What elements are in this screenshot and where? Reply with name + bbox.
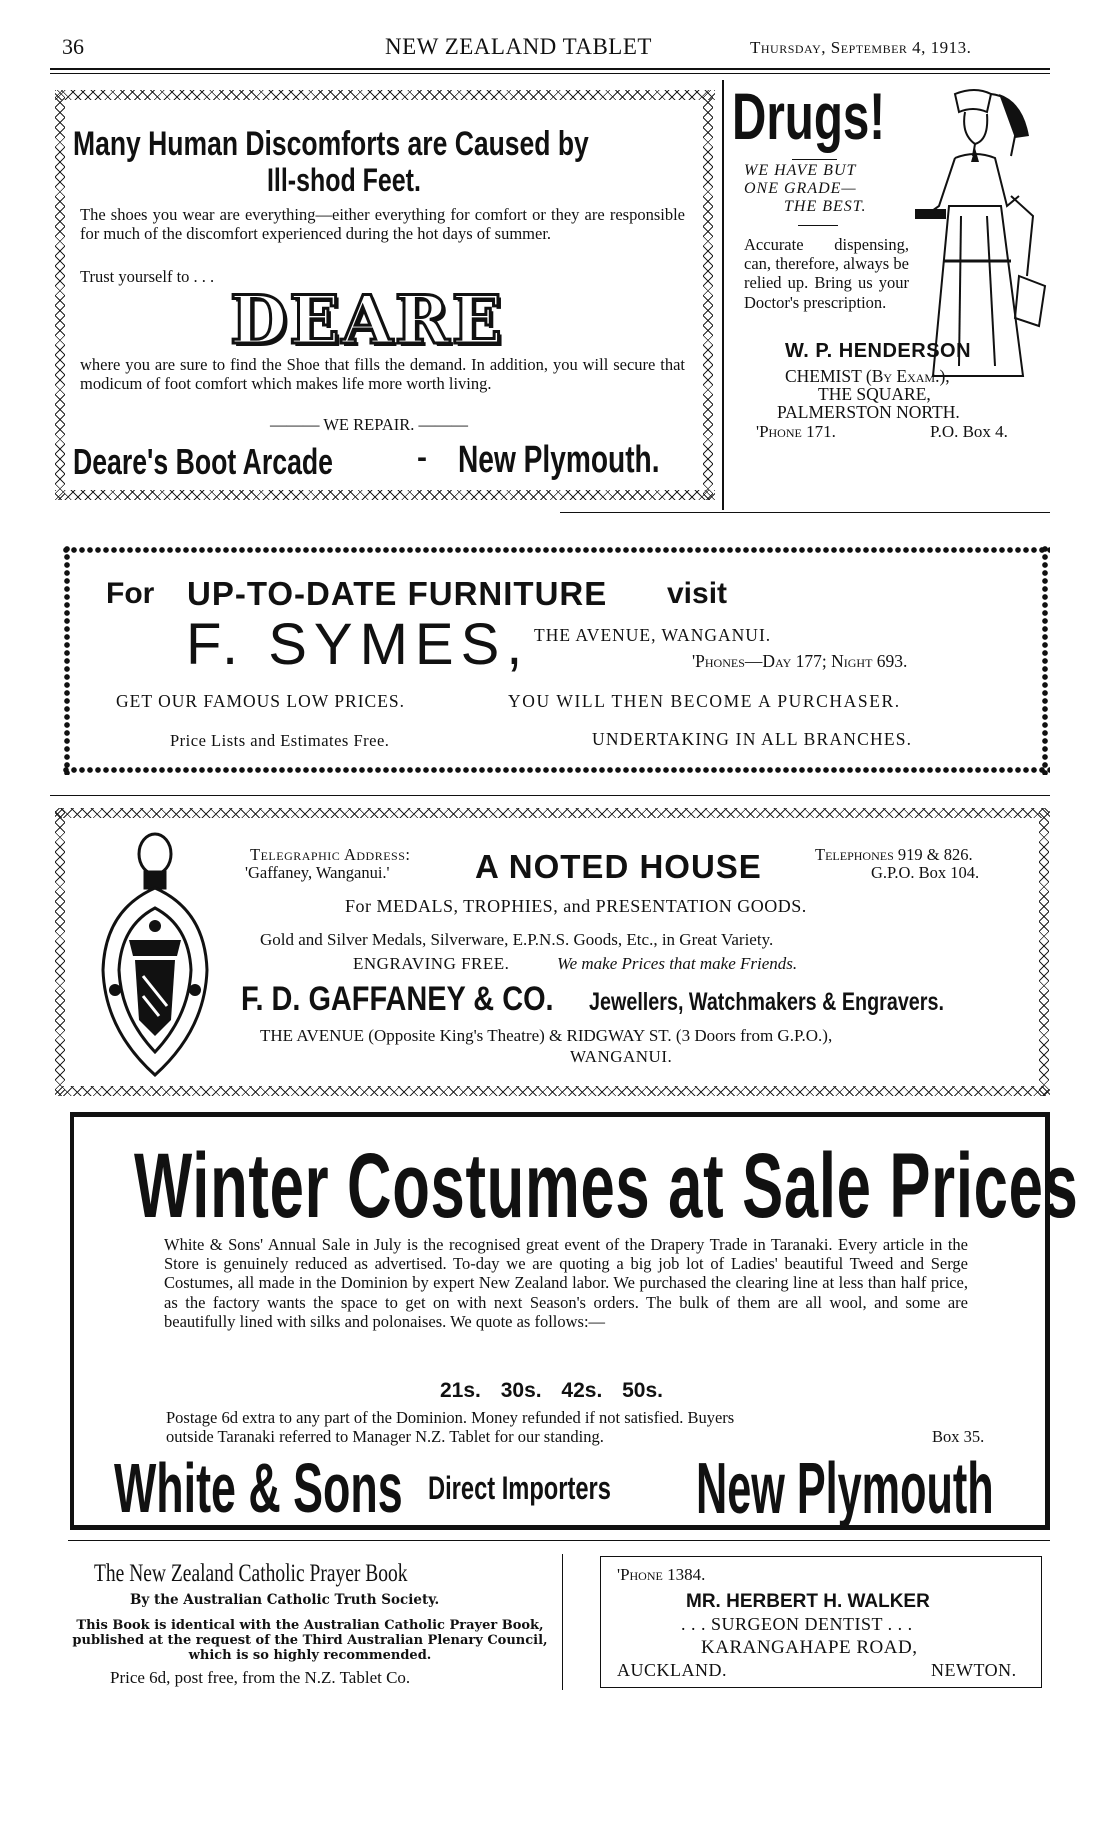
drugs-rule xyxy=(792,159,837,160)
deare-brand: DEARE xyxy=(230,281,504,359)
deare-ad xyxy=(55,85,715,505)
symes-bottom-right: UNDERTAKING IN ALL BRANCHES. xyxy=(592,729,913,749)
drugs-tagline-2: ONE GRADE— xyxy=(744,180,857,197)
gaffaney-address-1: THE AVENUE (Opposite King's Theatre) & RIDGWAY ST. (3 Doors from G.P.O.), xyxy=(260,1026,833,1045)
deare-border-left xyxy=(55,90,65,500)
bottom-divider xyxy=(562,1554,563,1690)
gaffaney-border-left xyxy=(55,808,65,1096)
deare-footer-dash: - xyxy=(417,441,427,474)
white-box: Box 35. xyxy=(932,1427,985,1446)
symes-headline-b: UP-TO-DATE FURNITURE xyxy=(187,575,608,612)
issue-date: Thursday, September 4, 1913. xyxy=(750,38,972,57)
prayer-subtitle: By the Australian Catholic Truth Society. xyxy=(130,1592,440,1608)
symes-phones: 'Phones—Day 177; Night 693. xyxy=(692,651,908,671)
symes-name: F. SYMES, xyxy=(186,612,530,677)
masthead: NEW ZEALAND TABLET xyxy=(385,34,652,59)
gaffaney-engraving: ENGRAVING FREE. xyxy=(353,954,510,973)
symes-line-right: YOU WILL THEN BECOME A PURCHASER. xyxy=(508,691,901,711)
walker-road: KARANGAHAPE ROAD, xyxy=(701,1637,918,1658)
drugs-title: CHEMIST (By Exam.), xyxy=(785,366,950,386)
gaffaney-telegraphic-value: 'Gaffaney, Wanganui.' xyxy=(245,863,390,882)
drugs-ad xyxy=(730,78,1050,508)
symes-line-left: GET OUR FAMOUS LOW PRICES. xyxy=(116,691,406,711)
gaffaney-gpo: G.P.O. Box 104. xyxy=(871,863,980,882)
drugs-tagline-1: WE HAVE BUT xyxy=(744,162,857,179)
gaffaney-ad xyxy=(55,808,1050,1098)
deare-border-bottom xyxy=(55,490,715,500)
gaffaney-name: F. D. GAFFANEY & CO. xyxy=(241,980,554,1018)
page-number: 36 xyxy=(62,34,84,59)
gaffaney-headline: A NOTED HOUSE xyxy=(475,848,762,885)
prayer-price: Price 6d, post free, from the N.Z. Tablet Co. xyxy=(110,1668,411,1687)
white-footer-right: New Plymouth xyxy=(696,1449,994,1529)
deare-footer-left: Deare's Boot Arcade xyxy=(73,441,334,482)
deare-headline-1: Many Human Discomforts are Caused by xyxy=(73,125,589,163)
drugs-tagline-3: THE BEST. xyxy=(784,198,867,215)
header-rule xyxy=(50,68,1050,70)
symes-headline-a: For xyxy=(106,577,155,610)
gaffaney-telephones: Telephones 919 & 826. xyxy=(815,845,973,864)
walker-ad xyxy=(600,1556,1042,1688)
header-rule-thin xyxy=(50,73,1050,74)
white-footer-left: White & Sons xyxy=(114,1449,403,1527)
deare-headline-2: Ill-shod Feet. xyxy=(267,162,421,198)
gaffaney-for-line: For MEDALS, TROPHIES, and PRESENTATION GOODS. xyxy=(345,896,807,916)
deare-border-top xyxy=(55,90,715,100)
drugs-address-1: THE SQUARE, xyxy=(818,384,931,404)
white-postage-2: outside Taranaki referred to Manager N.Z. Tablet for our standing. xyxy=(166,1427,604,1446)
symes-address: THE AVENUE, WANGANUI. xyxy=(534,625,772,645)
symes-border-left xyxy=(62,545,72,775)
deare-border-right xyxy=(703,90,713,500)
deare-trust: Trust yourself to . . . xyxy=(80,267,215,286)
white-postage-1: Postage 6d extra to any part of the Dominion. Money refunded if not satisfied. Buyers xyxy=(166,1408,735,1427)
white-headline: Winter Costumes at Sale Prices xyxy=(134,1135,1079,1237)
prayer-book-ad xyxy=(62,1550,562,1690)
deare-footer-right: New Plymouth. xyxy=(458,439,660,481)
symes-border-bottom xyxy=(62,765,1050,775)
gaffaney-border-bottom xyxy=(55,1086,1050,1096)
white-border-left xyxy=(70,1112,74,1530)
deare-repair: ——— WE REPAIR. ——— xyxy=(270,415,469,434)
section-rule-3 xyxy=(68,1540,1050,1541)
deare-body-2: where you are sure to find the Shoe that fills the demand. In addition, you will secure that modicum of foot comfort which makes life more worth living. xyxy=(80,355,685,393)
prayer-title: The New Zealand Catholic Prayer Book xyxy=(94,1560,408,1587)
drugs-headline: Drugs! xyxy=(732,79,886,153)
walker-title: . . . SURGEON DENTIST . . . xyxy=(681,1614,913,1634)
walker-suburb: NEWTON. xyxy=(931,1660,1017,1680)
white-border-top xyxy=(70,1112,1050,1117)
gaffaney-telegraphic-label: Telegraphic Address: xyxy=(250,845,411,864)
gaffaney-goods-line: Gold and Silver Medals, Silverware, E.P.N.S. Goods, Etc., in Great Variety. xyxy=(260,930,774,949)
gaffaney-address-2: WANGANUI. xyxy=(570,1047,673,1066)
symes-border-top xyxy=(62,545,1050,555)
white-sons-ad xyxy=(70,1112,1079,1530)
walker-name: MR. HERBERT H. WALKER xyxy=(686,1591,930,1612)
section-rule-2 xyxy=(50,795,1050,796)
prayer-body: This Book is identical with the Australian Catholic Prayer Book, published at the request of the Third Australian Plenary Council, which is so highly recommended. xyxy=(72,1618,548,1663)
drugs-box: P.O. Box 4. xyxy=(930,422,1008,441)
drugs-phone: 'Phone 171. xyxy=(756,422,836,441)
symes-bottom-left: Price Lists and Estimates Free. xyxy=(170,731,390,750)
drugs-name: W. P. HENDERSON xyxy=(785,340,972,362)
section-rule-1 xyxy=(560,512,1050,513)
walker-phone: 'Phone 1384. xyxy=(617,1565,706,1584)
drugs-body: Accurate dispensing, can, therefore, always be relied up. Bring us your Doctor's prescription. xyxy=(744,235,909,312)
deare-body-1: The shoes you wear are everything—either everything for comfort or they are responsible for much of the discomfort experienced during the hot days of summer. xyxy=(80,205,685,243)
gaffaney-border-right xyxy=(1039,808,1049,1096)
gaffaney-trade: Jewellers, Watchmakers & Engravers. xyxy=(589,988,944,1016)
white-prices: 21s. 30s. 42s. 50s. xyxy=(440,1379,663,1402)
white-body: White & Sons' Annual Sale in July is the recognised great event of the Drapery Trade in Taranaki. Every article in the Store is genuinely reduced as advertised. To-day we are quoting a big job lot of Ladies' beautiful Tweed and Serge Costumes, all made in the Dominion by expert New Zealand labor. We purchased the clearing line at less than half price, as the factory wants the space to get on with next Season's orders. The bulk of them are all wool, and some are beautifully lined with silks and polonaises. We quote as follows:— xyxy=(164,1235,968,1331)
symes-border-right xyxy=(1040,545,1050,775)
walker-city: AUCKLAND. xyxy=(617,1660,727,1680)
symes-ad xyxy=(62,545,1050,785)
symes-headline-c: visit xyxy=(667,577,728,610)
medal-illustration xyxy=(85,830,225,1080)
white-footer-mid: Direct Importers xyxy=(428,1470,611,1506)
column-divider xyxy=(722,80,724,510)
drugs-rule-2 xyxy=(798,225,838,226)
drugs-address-2: PALMERSTON NORTH. xyxy=(777,402,960,422)
gaffaney-prices: We make Prices that make Friends. xyxy=(557,954,798,973)
gaffaney-border-top xyxy=(55,808,1050,818)
